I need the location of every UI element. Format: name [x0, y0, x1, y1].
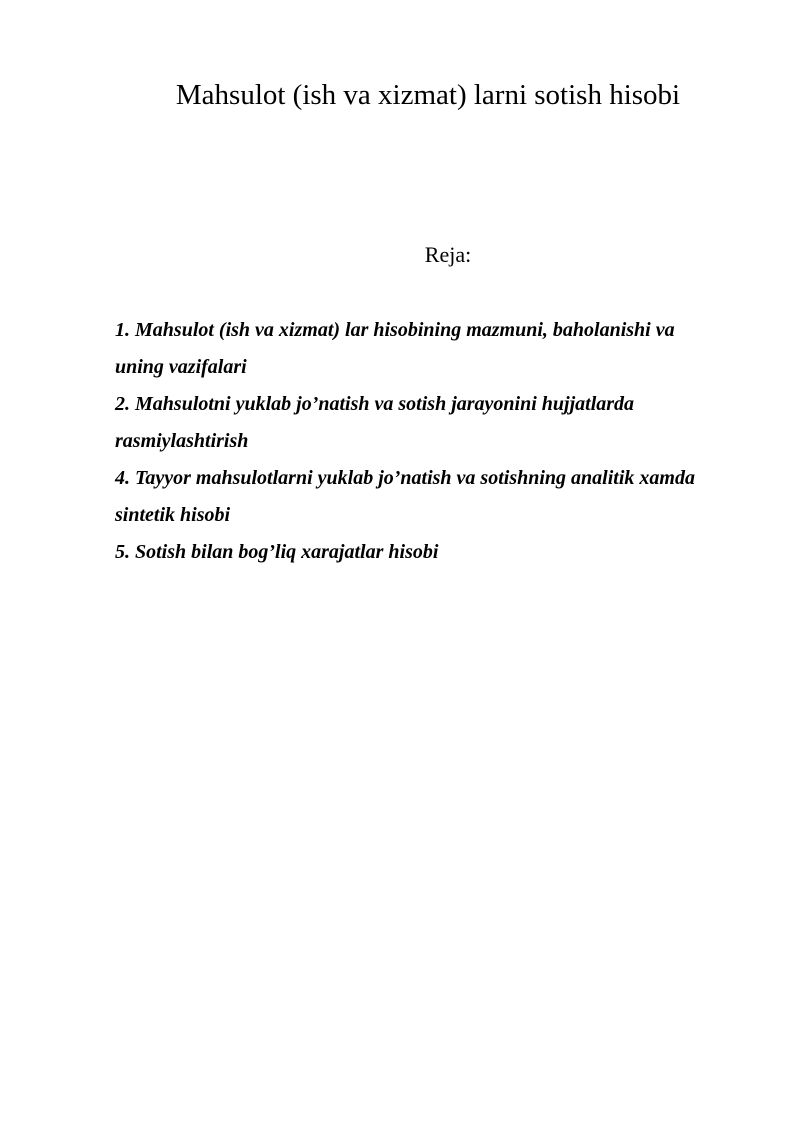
- document-title: Mahsulot (ish va xizmat) larni sotish hisobi: [175, 79, 681, 111]
- plan-item-1: 1. Mahsulot (ish va xizmat) lar hisobining mazmuni, baholanishi va uning vazifalari: [115, 319, 675, 378]
- plan-item-2: 2. Mahsulotni yuklab jo’natish va sotish jarayonini hujjatlarda rasmiylashtirish: [115, 393, 635, 452]
- plan-item-5: 5. Sotish bilan bog’liq xarajatlar hisobi: [115, 541, 439, 563]
- plan-heading: Reja:: [424, 242, 472, 267]
- plan-list: [115, 312, 725, 571]
- plan-item-4: 4. Tayyor mahsulotlarni yuklab jo’natish va sotishning analitik xamda sintetik hisobi: [115, 467, 695, 526]
